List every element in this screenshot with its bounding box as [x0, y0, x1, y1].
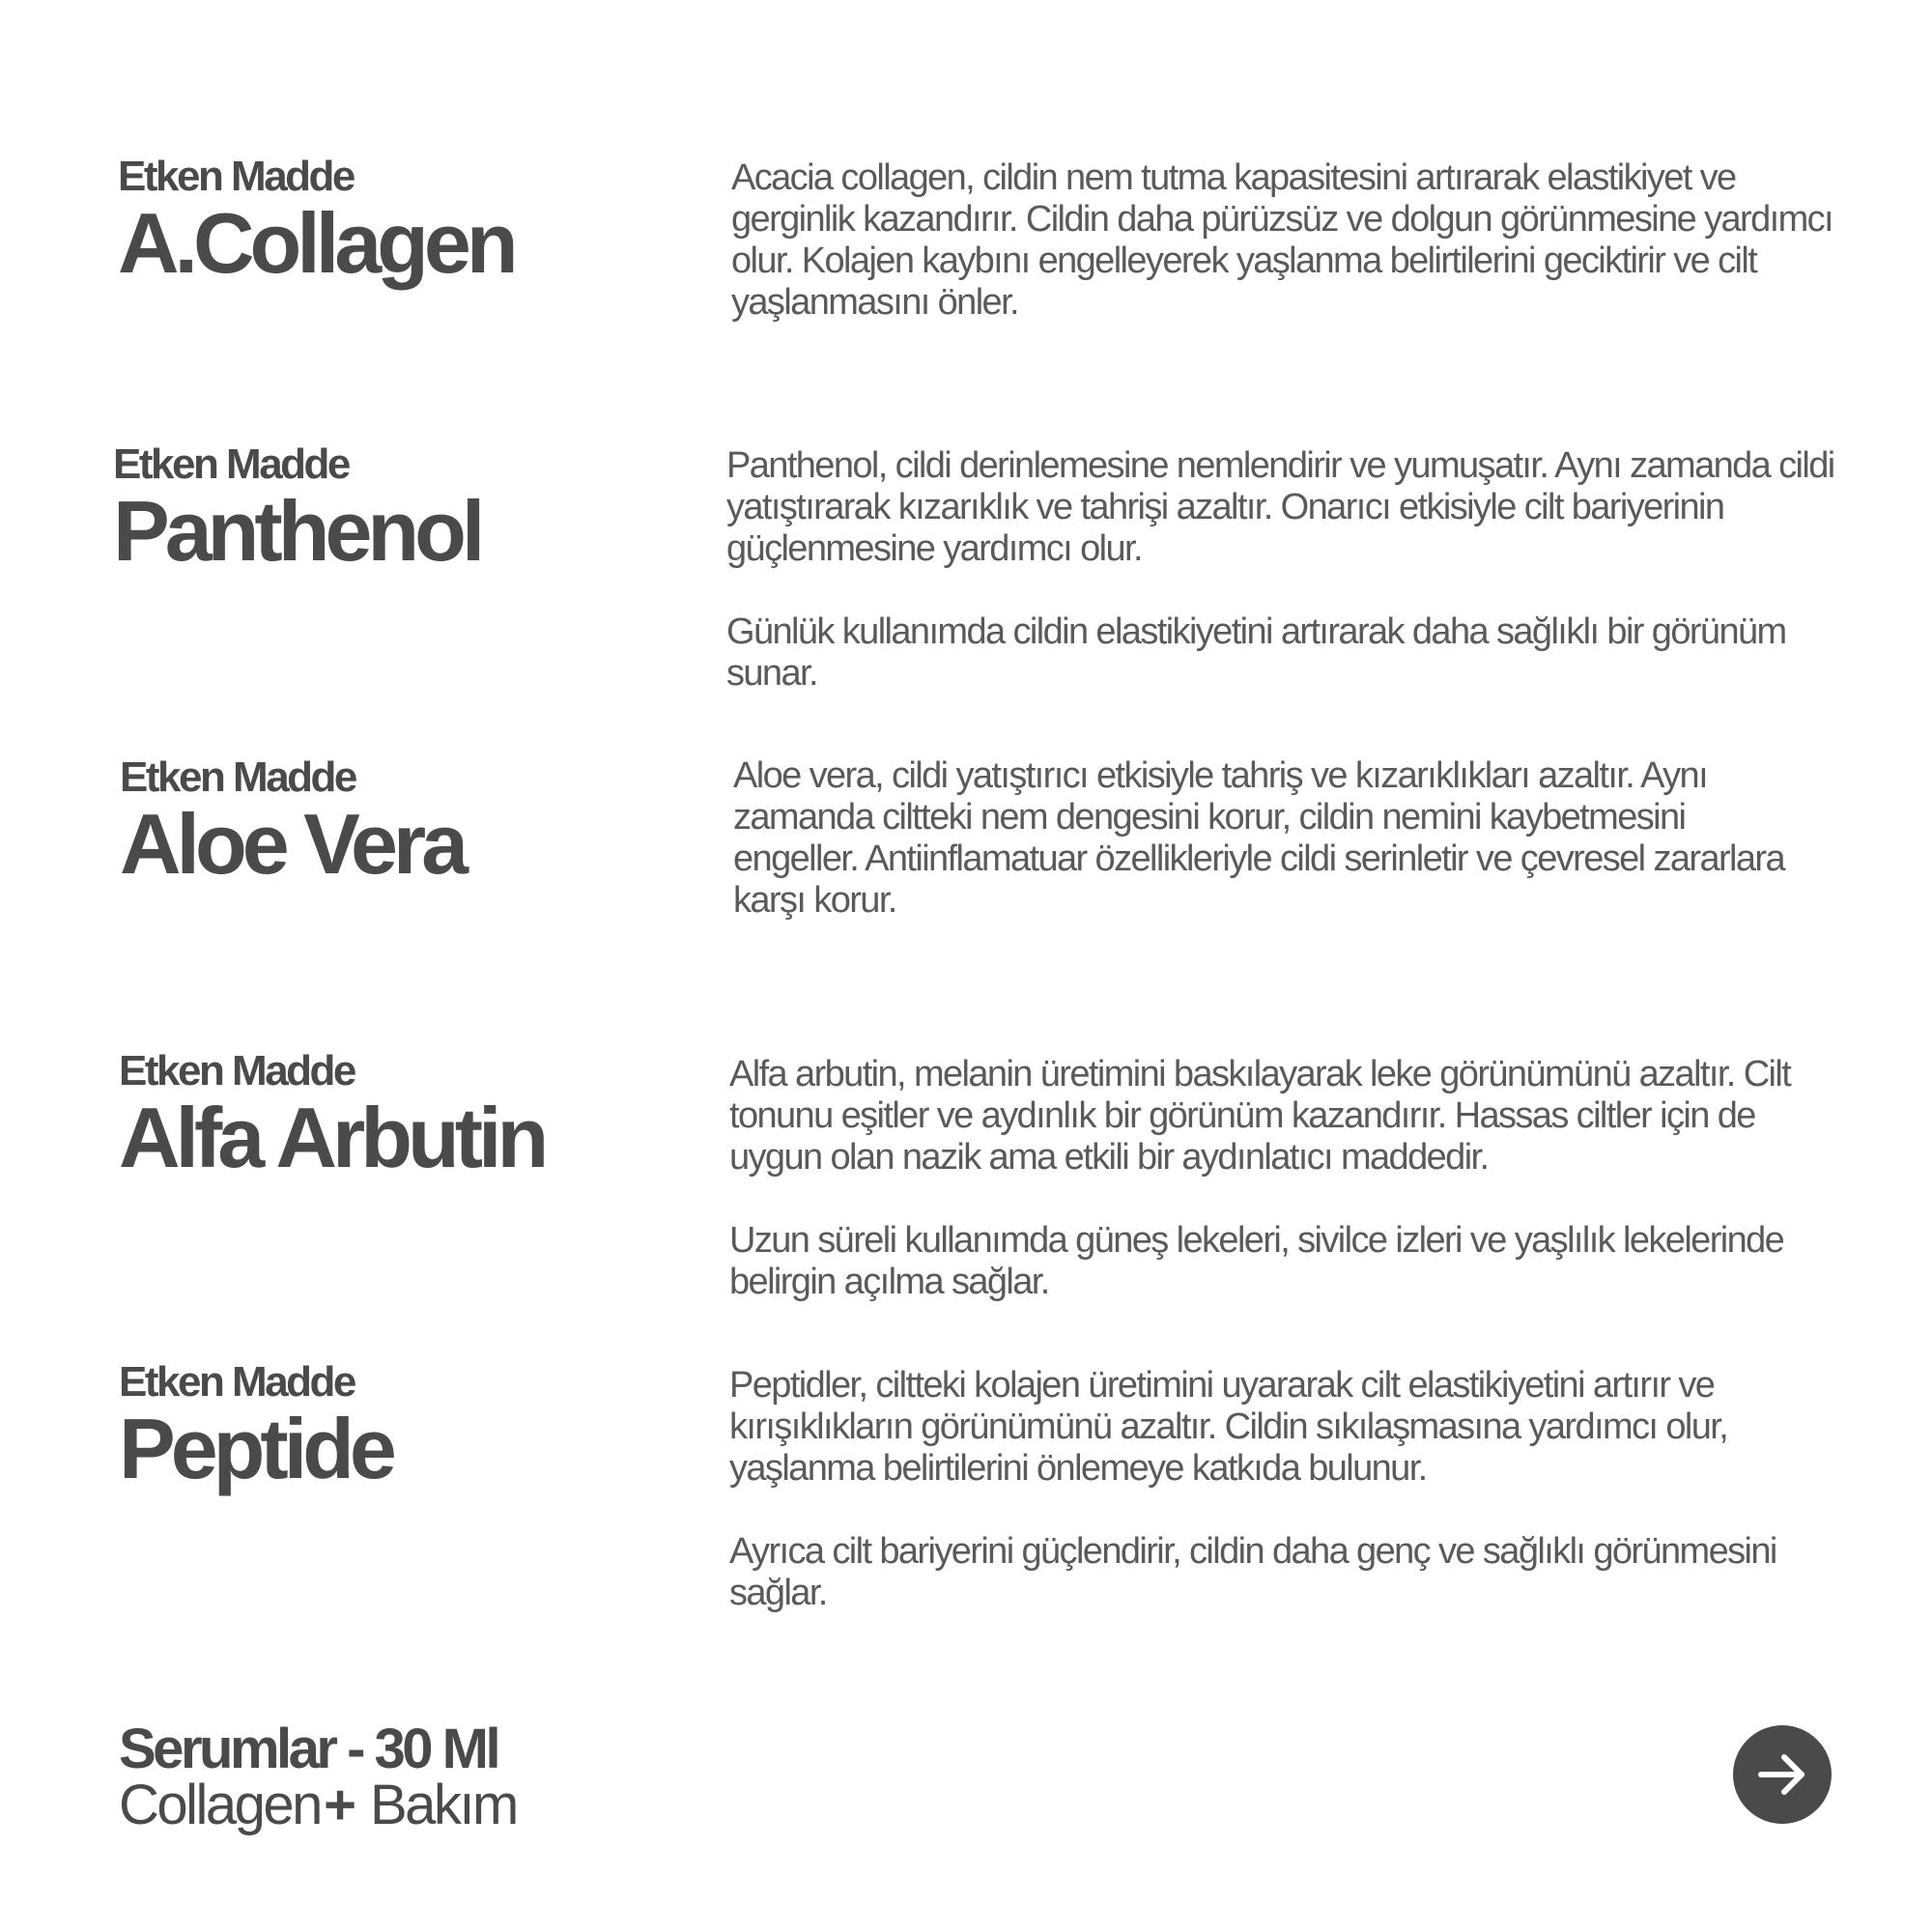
ingredient-description-panthenol — [726, 445, 1861, 695]
kicker: Etken Madde — [119, 1358, 355, 1406]
ingredient-description-aloe-vera — [733, 755, 1815, 922]
description-paragraph: Aloe vera, cildi yatıştırıcı etkisiyle tahriş ve kızarıklıkları azaltır. Aynı zamanda ciltteki nem dengesini korur, cildin nemini kaybetmesini engeller. Antiinflamatuar özellikleriyle cildi serinletir ve çevresel zararlara karşı korur. — [733, 755, 1785, 921]
kicker: Etken Madde — [120, 753, 355, 801]
description-paragraph: Günlük kullanımda cildin elastikiyetini artırarak daha sağlıklı bir görünüm sunar. — [726, 611, 1786, 694]
kicker: Etken Madde — [113, 440, 349, 488]
subtitle-bakim: Bakım — [356, 1774, 517, 1836]
ingredient-description-alfa-arbutin — [729, 1054, 1840, 1303]
ingredient-label-panthenol — [113, 440, 712, 579]
ingredient-name: Panthenol — [113, 483, 481, 579]
description-paragraph: Peptidler, ciltteki kolajen üretimini uyararak cilt elastikiyetini artırır ve kırışıklıkların görünümünü azaltır. Cildin sıkılaşmasına yardımcı olur, yaşlanma belirtilerini önlemeye katkıda bulunur. — [729, 1365, 1728, 1489]
ingredient-name: Aloe Vera — [120, 796, 465, 892]
next-button[interactable] — [1733, 1725, 1832, 1824]
ingredient-description-collagen — [731, 157, 1833, 324]
description-paragraph: Panthenol, cildi derinlemesine nemlendirir ve yumuşatır. Aynı zamanda cildi yatıştırarak kızarıklık ve tahrişi azaltır. Onarıcı etkisiyle cilt bariyerinin güçlenmesine yardımcı olur. — [726, 445, 1834, 569]
description-paragraph: Ayrıca cilt bariyerini güçlendirir, cildin daha genç ve sağlıklı görünmesini sağlar. — [729, 1531, 1776, 1613]
description-paragraph: Uzun süreli kullanımda güneş lekeleri, sivilce izleri ve yaşlılık lekelerinde belirgin açılma sağlar. — [729, 1220, 1784, 1302]
ingredient-description-peptide — [729, 1365, 1850, 1614]
ingredient-label-aloe-vera — [120, 753, 719, 892]
kicker: Etken Madde — [118, 153, 354, 200]
arrow-right-icon — [1753, 1746, 1811, 1804]
ingredient-label-peptide — [119, 1358, 718, 1496]
plus-mark: + — [322, 1774, 354, 1836]
ingredient-label-collagen — [118, 153, 717, 291]
product-line-title: Serumlar - 30 Ml — [119, 1718, 498, 1780]
ingredient-name: Alfa Arbutin — [119, 1090, 545, 1185]
ingredient-name: A.Collagen — [118, 195, 514, 291]
description-paragraph: Alfa arbutin, melanin üretimini baskılayarak leke görünümünü azaltır. Cilt tonunu eşitler ve aydınlık bir görünüm kazandırır. Hassas ciltler için de uygun olan nazik ama etkili bir aydınlatıcı maddedir. — [729, 1054, 1791, 1178]
description-paragraph: Acacia collagen, cildin nem tutma kapasitesini artırarak elastikiyet ve gerginlik kazandırır. Cildin daha pürüzsüz ve dolgun görünmesine yardımcı olur. Kolajen kaybını engelleyerek yaşlanma belirtilerini geciktirir ve cilt yaşlanmasını önler. — [731, 157, 1833, 323]
ingredient-name: Peptide — [119, 1401, 392, 1496]
ingredient-label-alfa-arbutin — [119, 1047, 718, 1185]
product-line-subtitle — [119, 1776, 517, 1835]
kicker: Etken Madde — [119, 1047, 355, 1094]
subtitle-collagen: Collagen — [119, 1774, 321, 1836]
